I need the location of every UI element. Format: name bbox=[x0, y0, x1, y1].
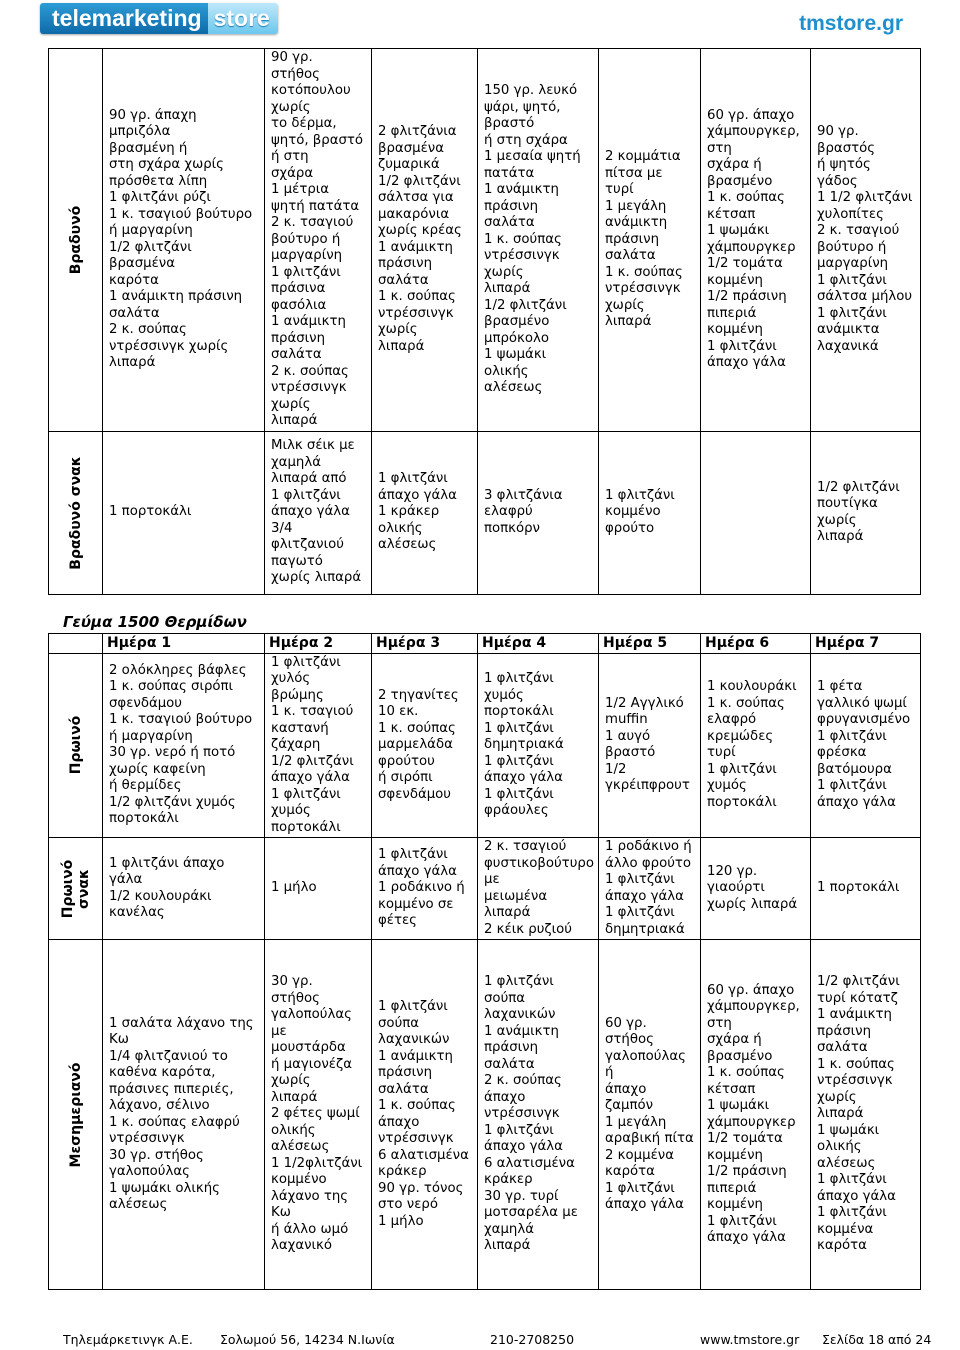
meal-cell: 2 φλιτζάνια βρασμένα ζυμαρικά 1/2 φλιτζάνι σάλτσα για μακαρόνια χωρίς κρέας 1 ανάμικτη πράσινη σαλάτα 1 κ. σούπας ντρέσσινγκ χωρίς λιπαρά bbox=[372, 49, 478, 432]
row-label-text: Πρωινό bbox=[67, 715, 84, 775]
meal-cell: 1/2 Αγγλικό muffin 1 αυγό βραστό 1/2 γκρέιπφρουτ bbox=[599, 653, 701, 838]
meal-cell: 3 φλιτζάνια ελαφρύ ποπκόρν bbox=[478, 431, 599, 594]
meal-cell: 60 γρ. άπαχο χάμπουργκερ, στη σχάρα ή βρασμένο 1 κ. σούπας κέτσαπ 1 ψωμάκι χάμπουργκερ 1/2 τομάτα κομμένη 1/2 πράσινη πιπεριά κομμένη 1 φλιτζάνι άπαχο γάλα bbox=[701, 940, 811, 1290]
meal-cell bbox=[701, 431, 811, 594]
meal-cell: 1 ροδάκινο ή άλλο φρούτο 1 φλιτζάνι άπαχο γάλα 1 φλιτζάνι δημητριακά bbox=[599, 838, 701, 940]
row-label bbox=[49, 431, 103, 594]
meal-cell: 1 φλιτζάνι χυλός βρώμης 1 κ. τσαγιού καστανή ζάχαρη 1/2 φλιτζάνι άπαχο γάλα 1 φλιτζάνι χυμός πορτοκάλι bbox=[265, 653, 372, 838]
row-label-text: Βραδυνό bbox=[67, 205, 84, 275]
day-header: Ημέρα 5 bbox=[599, 634, 701, 654]
meal-row bbox=[49, 49, 921, 432]
meal-cell: 120 γρ. γιαούρτι χωρίς λιπαρά bbox=[701, 838, 811, 940]
meal-cell: 60 γρ. άπαχο χάμπουργκερ, στη σχάρα ή βρασμένο 1 κ. σούπας κέτσαπ 1 ψωμάκι χάμπουργκερ 1/2 τομάτα κομμένη 1/2 πράσινη πιπεριά κομμένη 1 φλιτζάνι άπαχο γάλα bbox=[701, 49, 811, 432]
meal-cell: 1 φλιτζάνι χυμός πορτοκάλι 1 φλιτζάνι δημητριακά 1 φλιτζάνι άπαχο γάλα 1 φλιτζάνι φράουλες bbox=[478, 653, 599, 838]
footer-address: Σολωμού 56, 14234 Ν.Ιωνία bbox=[220, 1332, 395, 1347]
meal-cell: 1 φλιτζάνι σούπα λαχανικών 1 ανάμικτη πράσινη σαλάτα 2 κ. σούπας άπαχο ντρέσσινγκ 1 φλιτζάνι άπαχο γάλα 6 αλατισμένα κράκερ 30 γρ. τυρί μοτσαρέλα με χαμηλά λιπαρά bbox=[478, 940, 599, 1290]
footer-phone: 210-2708250 bbox=[490, 1332, 575, 1347]
day-header: Ημέρα 1 bbox=[103, 634, 265, 654]
row-label-text: Βραδυνό σνακ bbox=[67, 455, 84, 570]
page-header bbox=[0, 0, 960, 48]
day-header-row bbox=[49, 634, 921, 654]
meal-row bbox=[49, 431, 921, 594]
footer-page-number: Σελίδα 18 από 24 bbox=[822, 1332, 932, 1347]
meal-plan-table bbox=[48, 633, 921, 1290]
row-label-text: Πρωινό σνακ bbox=[59, 859, 92, 918]
meal-row bbox=[49, 940, 921, 1290]
meal-cell: 1 πορτοκάλι bbox=[811, 838, 921, 940]
meal-cell: 1 μήλο bbox=[265, 838, 372, 940]
corner-cell bbox=[49, 634, 103, 654]
day-header: Ημέρα 7 bbox=[811, 634, 921, 654]
meal-row bbox=[49, 838, 921, 940]
day-header: Ημέρα 6 bbox=[701, 634, 811, 654]
footer-website[interactable]: www.tmstore.gr bbox=[700, 1332, 800, 1347]
day-header: Ημέρα 3 bbox=[372, 634, 478, 654]
meal-cell: 90 γρ. βραστός ή ψητός γάδος 1 1/2 φλιτζάνι χυλοπίτες 2 κ. τσαγιού βούτυρο ή μαργαρίνη 1 φλιτζάνι σάλτσα μήλου 1 φλιτζάνι ανάμικτα λαχανικά bbox=[811, 49, 921, 432]
meal-cell: 90 γρ. στήθος κοτόπουλου χωρίς το δέρμα, ψητό, βραστό ή στη σχάρα 1 μέτρια ψητή πατάτα 2 κ. τσαγιού βούτυρο ή μαργαρίνη 1 φλιτζάνι πράσινα φασόλια 1 ανάμικτη πράσινη σαλάτα 2 κ. σούπας ντρέσσινγκ χωρίς λιπαρά bbox=[265, 49, 372, 432]
section-title: Γεύμα 1500 Θερμίδων bbox=[63, 613, 247, 631]
day-header: Ημέρα 4 bbox=[478, 634, 599, 654]
row-label bbox=[49, 838, 103, 940]
meal-cell: 1 φλιτζάνι άπαχο γάλα 1 ροδάκινο ή κομμένο σε φέτες bbox=[372, 838, 478, 940]
meal-cell: 2 κομμάτια πίτσα με τυρί 1 μεγάλη ανάμικτη πράσινη σαλάτα 1 κ. σούπας ντρέσσινγκ χωρίς λιπαρά bbox=[599, 49, 701, 432]
row-label bbox=[49, 49, 103, 432]
meal-cell: 2 ολόκληρες βάφλες 1 κ. σούπας σιρόπι σφενδάμου 1 κ. τσαγιού βούτυρο ή μαργαρίνη 30 γρ. νερό ή ποτό χωρίς καφείνη ή θερμίδες 1/2 φλιτζάνι χυμός πορτοκάλι bbox=[103, 653, 265, 838]
day-header: Ημέρα 2 bbox=[265, 634, 372, 654]
meal-cell: 1/2 φλιτζάνι τυρί κότατζ 1 ανάμικτη πράσινη σαλάτα 1 κ. σούπας ντρέσσινγκ χωρίς λιπαρά 1 ψωμάκι ολικής αλέσεως 1 φλιτζάνι άπαχο γάλα 1 φλιτζάνι κομμένα καρότα bbox=[811, 940, 921, 1290]
meal-cell: 1 φλιτζάνι κομμένο φρούτο bbox=[599, 431, 701, 594]
meal-cell: 1 φλιτζάνι άπαχο γάλα 1 κράκερ ολικής αλέσεως bbox=[372, 431, 478, 594]
meal-cell: 1 φλιτζάνι άπαχο γάλα 1/2 κουλουράκι κανέλας bbox=[103, 838, 265, 940]
telemarketing-store-logo[interactable] bbox=[40, 3, 278, 34]
row-label bbox=[49, 940, 103, 1290]
meal-cell: 90 γρ. άπαχη μπριζόλα βρασμένη ή στη σχάρα χωρίς πρόσθετα λίπη 1 φλιτζάνι ρύζι 1 κ. τσαγιού βούτυρο ή μαργαρίνη 1/2 φλιτζάνι βρασμένα καρότα 1 ανάμικτη πράσινη σαλάτα 2 κ. σούπας ντρέσσινγκ χωρίς λιπαρά bbox=[103, 49, 265, 432]
site-name[interactable]: tmstore.gr bbox=[799, 12, 903, 35]
meal-cell: Μιλκ σέικ με χαμηλά λιπαρά από 1 φλιτζάνι άπαχο γάλα 3/4 φλιτζανιού παγωτό χωρίς λιπαρά bbox=[265, 431, 372, 594]
meal-cell: 1 πορτοκάλι bbox=[103, 431, 265, 594]
logo-text-telemarketing: telemarketing bbox=[40, 3, 208, 34]
meal-cell: 2 τηγανίτες 10 εκ. 1 κ. σούπας μαρμελάδα φρούτου ή σιρόπι σφενδάμου bbox=[372, 653, 478, 838]
meal-cell: 1 κουλουράκι 1 κ. σούπας ελαφρό κρεμώδες τυρί 1 φλιτζάνι χυμός πορτοκάλι bbox=[701, 653, 811, 838]
evening-meals-table bbox=[48, 48, 921, 595]
meal-cell: 2 κ. τσαγιού φυστικοβούτυρο με μειωμένα λιπαρά 2 κέικ ρυζιού bbox=[478, 838, 599, 940]
meal-cell: 1 σαλάτα λάχανο της Κω 1/4 φλιτζανιού το καθένα καρότα, πράσινες πιπεριές, λάχανο, σέλινο 1 κ. σούπας ελαφρύ ντρέσσινγκ 30 γρ. στήθος γαλοπούλας 1 ψωμάκι ολικής αλέσεως bbox=[103, 940, 265, 1290]
meal-row bbox=[49, 653, 921, 838]
footer-company: Τηλεμάρκετινγκ Α.Ε. bbox=[63, 1332, 193, 1347]
meal-cell: 60 γρ. στήθος γαλοπούλας ή άπαχο ζαμπόν 1 μεγάλη αραβική πίτα 2 κομμένα καρότα 1 φλιτζάνι άπαχο γάλα bbox=[599, 940, 701, 1290]
logo-text-store: store bbox=[208, 3, 278, 34]
row-label-text: Μεσημεριανό bbox=[67, 1062, 84, 1167]
meal-cell: 1 φέτα γαλλικό ψωμί φρυγανισμένο 1 φλιτζάνι φρέσκα βατόμουρα 1 φλιτζάνι άπαχο γάλα bbox=[811, 653, 921, 838]
row-label bbox=[49, 653, 103, 838]
meal-cell: 1/2 φλιτζάνι πουτίγκα χωρίς λιπαρά bbox=[811, 431, 921, 594]
meal-cell: 1 φλιτζάνι σούπα λαχανικών 1 ανάμικτη πράσινη σαλάτα 1 κ. σούπας άπαχο ντρέσσινγκ 6 αλατισμένα κράκερ 90 γρ. τόνος στο νερό 1 μήλο bbox=[372, 940, 478, 1290]
page-footer bbox=[0, 1332, 960, 1350]
meal-cell: 30 γρ. στήθος γαλοπούλας με μουστάρδα ή μαγιονέζα χωρίς λιπαρά 2 φέτες ψωμί ολικής αλέσεως 1 1/2φλιτζάνι κομμένο λάχανο της Κω ή άλλο ωμό λαχανικό bbox=[265, 940, 372, 1290]
meal-cell: 150 γρ. λευκό ψάρι, ψητό, βραστό ή στη σχάρα 1 μεσαία ψητή πατάτα 1 ανάμικτη πράσινη σαλάτα 1 κ. σούπας ντρέσσινγκ χωρίς λιπαρά 1/2 φλιτζάνι βρασμένο μπρόκολο 1 ψωμάκι ολικής αλέσεως bbox=[478, 49, 599, 432]
